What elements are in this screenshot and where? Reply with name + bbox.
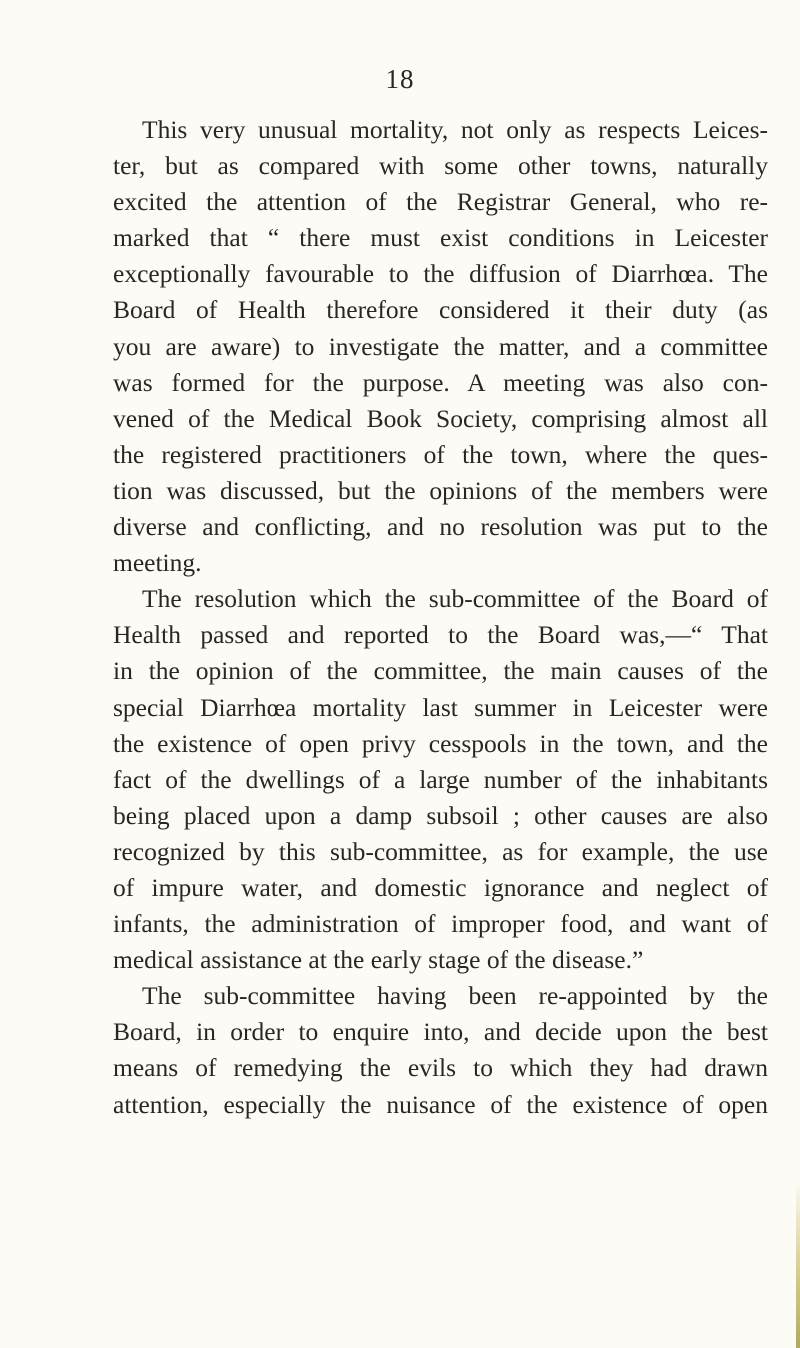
text-line: recognized by this sub-committee, as for example, the use: [113, 836, 768, 866]
text-line: fact of the dwellings of a large number of the inhabitants: [113, 764, 768, 794]
text-line: marked that “ there must exist conditions in Leicester: [113, 223, 768, 253]
text-line: diverse and conflicting, and no resolution was put to the: [113, 512, 768, 542]
text-line: the registered practitioners of the town, where the ques-: [113, 439, 768, 469]
text-line: The resolution which the sub-committee of the Board of: [142, 584, 768, 614]
page-number: 18: [385, 64, 415, 94]
text-line: was formed for the purpose. A meeting was also con-: [113, 367, 768, 397]
text-line: Health passed and reported to the Board was,—“ That: [113, 620, 768, 650]
text-line: medical assistance at the early stage of the disease.”: [113, 945, 644, 975]
text-line: vened of the Medical Book Society, comprising almost all: [113, 403, 768, 433]
text-line: meeting.: [113, 548, 202, 578]
text-line: attention, especially the nuisance of the existence of open: [113, 1089, 768, 1119]
text-line: Board of Health therefore considered it their duty (as: [113, 295, 768, 325]
text-line: infants, the administration of improper food, and want of: [113, 909, 768, 939]
text-line: of impure water, and domestic ignorance and neglect of: [113, 872, 768, 902]
text-line: This very unusual mortality, not only as respects Leices-: [142, 115, 768, 144]
text-line: excited the attention of the Registrar General, who re-: [113, 187, 768, 217]
text-line: Board, in order to enquire into, and decide upon the best: [113, 1017, 768, 1047]
text-line: means of remedying the evils to which they had drawn: [113, 1053, 768, 1083]
text-line: special Diarrhœa mortality last summer in Leicester were: [113, 692, 768, 722]
body-text: [113, 112, 768, 1123]
text-line: ter, but as compared with some other towns, naturally: [113, 151, 768, 181]
text-line: exceptionally favourable to the diffusion of Diarrhœa. The: [113, 259, 768, 289]
text-line: being placed upon a damp subsoil ; other causes are also: [113, 800, 768, 830]
text-line: you are aware) to investigate the matter, and a committee: [113, 331, 768, 361]
text-line: the existence of open privy cesspools in the town, and the: [113, 728, 768, 758]
text-line: tion was discussed, but the opinions of the members were: [113, 475, 768, 505]
text-line: The sub-committee having been re-appointed by the: [142, 981, 768, 1011]
page-edge-shadow: [796, 1180, 800, 1348]
text-line: in the opinion of the committee, the main causes of the: [113, 656, 768, 686]
